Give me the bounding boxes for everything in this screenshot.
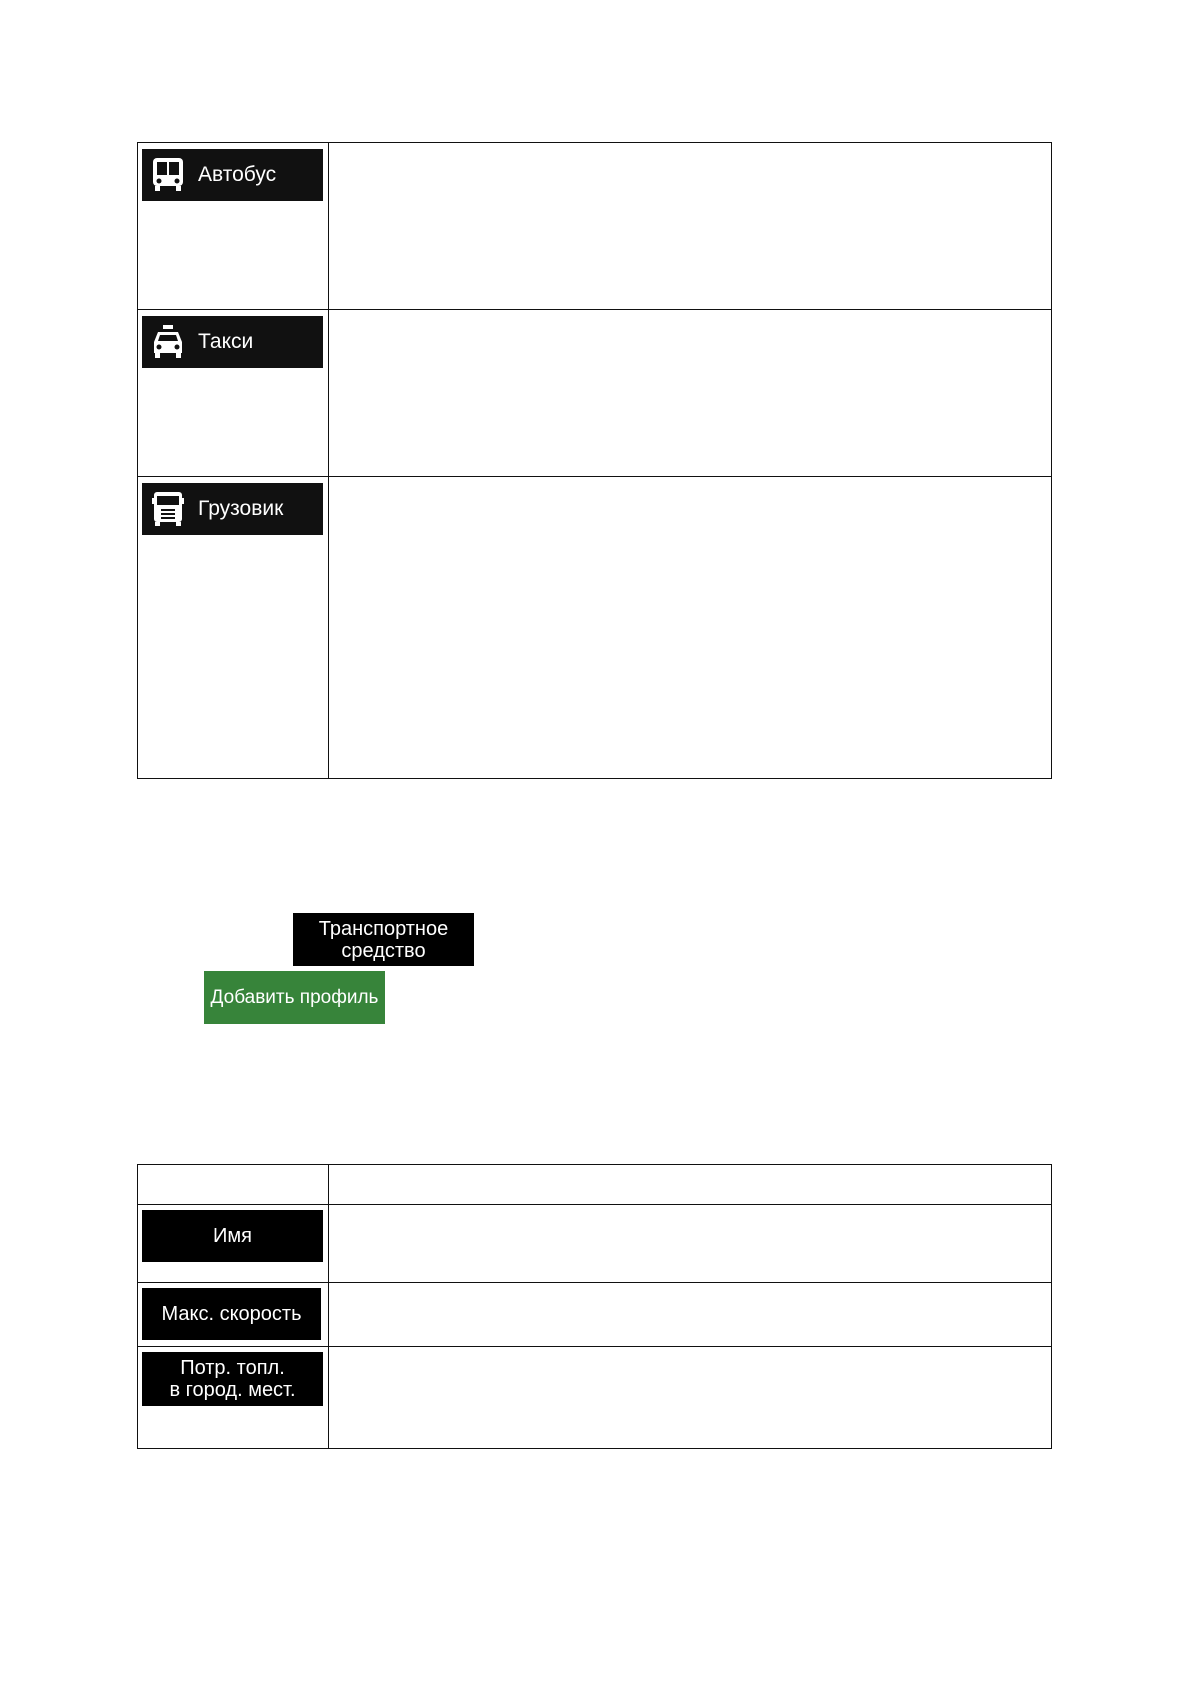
table-row (138, 143, 1052, 310)
table-cell (138, 1347, 329, 1449)
name-field-button[interactable]: Имя (142, 1210, 323, 1262)
profile-fields-table (137, 1164, 1052, 1449)
table-header-row (138, 1165, 1052, 1205)
truck-label: Грузовик (198, 497, 284, 520)
bus-icon (142, 149, 194, 201)
table-row (138, 1205, 1052, 1283)
bus-label: Автобус (198, 163, 277, 186)
table-cell (329, 1165, 1052, 1205)
table-cell (138, 1165, 329, 1205)
taxi-label: Такси (198, 330, 254, 353)
table-cell (138, 1205, 329, 1283)
table-row (138, 1347, 1052, 1449)
taxi-icon (142, 316, 194, 368)
table-row (138, 477, 1052, 779)
description-cell (329, 1347, 1052, 1449)
add-profile-button[interactable]: Добавить профиль (204, 971, 385, 1024)
table-cell (138, 310, 329, 477)
table-row (138, 1283, 1052, 1347)
table-cell (138, 477, 329, 779)
description-cell (329, 310, 1052, 477)
description-cell (329, 143, 1052, 310)
description-cell (329, 1205, 1052, 1283)
vehicle-type-table (137, 142, 1052, 779)
description-cell (329, 1283, 1052, 1347)
truck-icon (142, 483, 194, 535)
taxi-button[interactable] (142, 316, 323, 368)
table-row (138, 310, 1052, 477)
description-cell (329, 477, 1052, 779)
bus-button[interactable] (142, 149, 323, 201)
truck-button[interactable] (142, 483, 323, 535)
table-cell (138, 1283, 329, 1347)
vehicle-button[interactable]: Транспортное средство (293, 913, 474, 966)
table-cell (138, 143, 329, 310)
urban-fuel-consumption-button[interactable]: Потр. топл. в город. мест. (142, 1352, 323, 1406)
max-speed-button[interactable]: Макс. скорость (142, 1288, 321, 1340)
